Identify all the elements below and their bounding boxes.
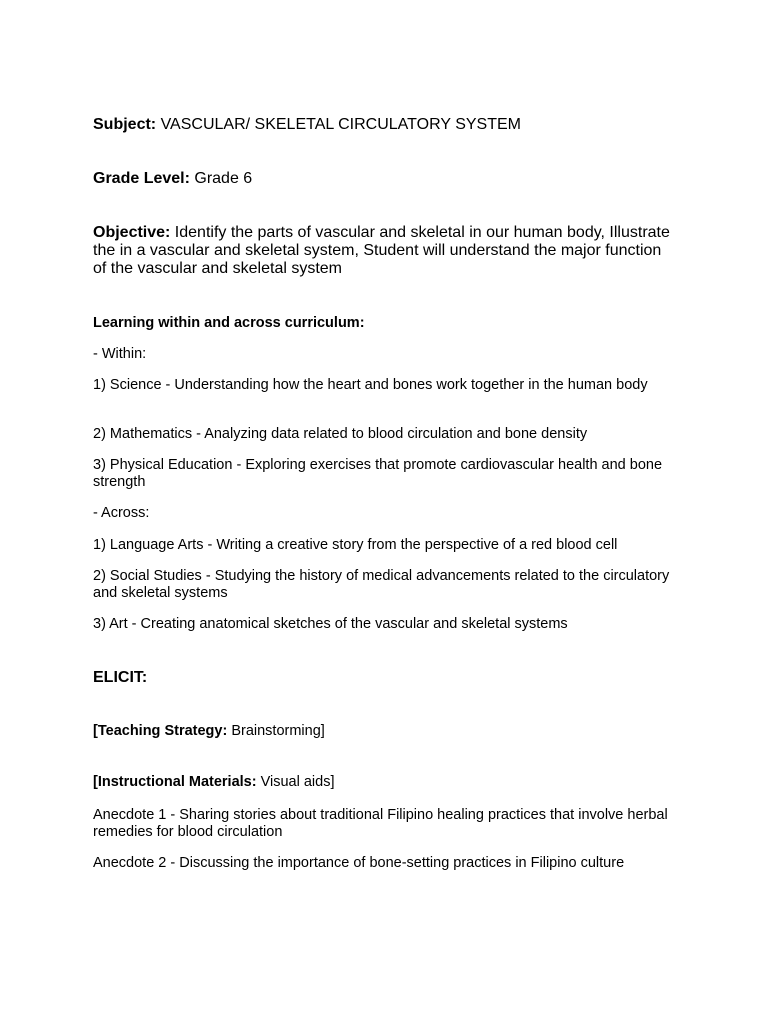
across-label: - Across: xyxy=(93,505,150,521)
teaching-strategy-line xyxy=(93,723,678,740)
subject-value: VASCULAR/ SKELETAL CIRCULATORY SYSTEM xyxy=(156,116,521,133)
within-item-mathematics: 2) Mathematics - Analyzing data related to blood circulation and bone density xyxy=(93,426,588,442)
subject-line xyxy=(93,116,678,134)
within-item-physical-education: 3) Physical Education - Exploring exercises that promote cardiovascular health and bone strength xyxy=(93,457,663,490)
grade-level-line xyxy=(93,170,678,188)
instructional-materials-value: Visual aids] xyxy=(256,774,335,790)
anecdote-2: Anecdote 2 - Discussing the importance of bone-setting practices in Filipino culture xyxy=(93,855,625,871)
objective-text: Identify the parts of vascular and skeletal in our human body, Illustrate the in a vascular and skeletal system, Student will understand the major function of the vascular and skeletal system xyxy=(93,224,670,277)
within-label: - Within: xyxy=(93,346,147,362)
instructional-materials-line xyxy=(93,774,678,791)
learning-heading-text: Learning within and across curriculum: xyxy=(93,315,365,331)
subject-label: Subject: xyxy=(93,116,157,133)
elicit-heading-text: ELICIT: xyxy=(93,669,148,686)
anecdote-1: Anecdote 1 - Sharing stories about traditional Filipino healing practices that involve herbal remedies for blood circulation xyxy=(93,807,668,840)
objective-paragraph xyxy=(93,224,678,278)
instructional-materials-open: [ xyxy=(93,774,98,790)
across-item-language-arts: 1) Language Arts - Writing a creative story from the perspective of a red blood cell xyxy=(93,537,618,553)
grade-level-value: Grade 6 xyxy=(189,170,253,187)
teaching-strategy-open: [ xyxy=(93,723,98,739)
elicit-heading xyxy=(93,669,678,687)
across-item-social-studies: 2) Social Studies - Studying the history of medical advancements related to the circulatory and skeletal systems xyxy=(93,568,670,601)
teaching-strategy-value: Brainstorming] xyxy=(227,723,325,739)
instructional-materials-label: Instructional Materials: xyxy=(97,774,257,790)
objective-label: Objective: xyxy=(93,224,171,241)
learning-heading xyxy=(93,315,678,332)
teaching-strategy-label: Teaching Strategy: xyxy=(97,723,228,739)
grade-level-label: Grade Level: xyxy=(93,170,190,187)
within-item-science: 1) Science - Understanding how the heart and bones work together in the human body xyxy=(93,377,648,393)
across-item-art: 3) Art - Creating anatomical sketches of the vascular and skeletal systems xyxy=(93,616,568,632)
